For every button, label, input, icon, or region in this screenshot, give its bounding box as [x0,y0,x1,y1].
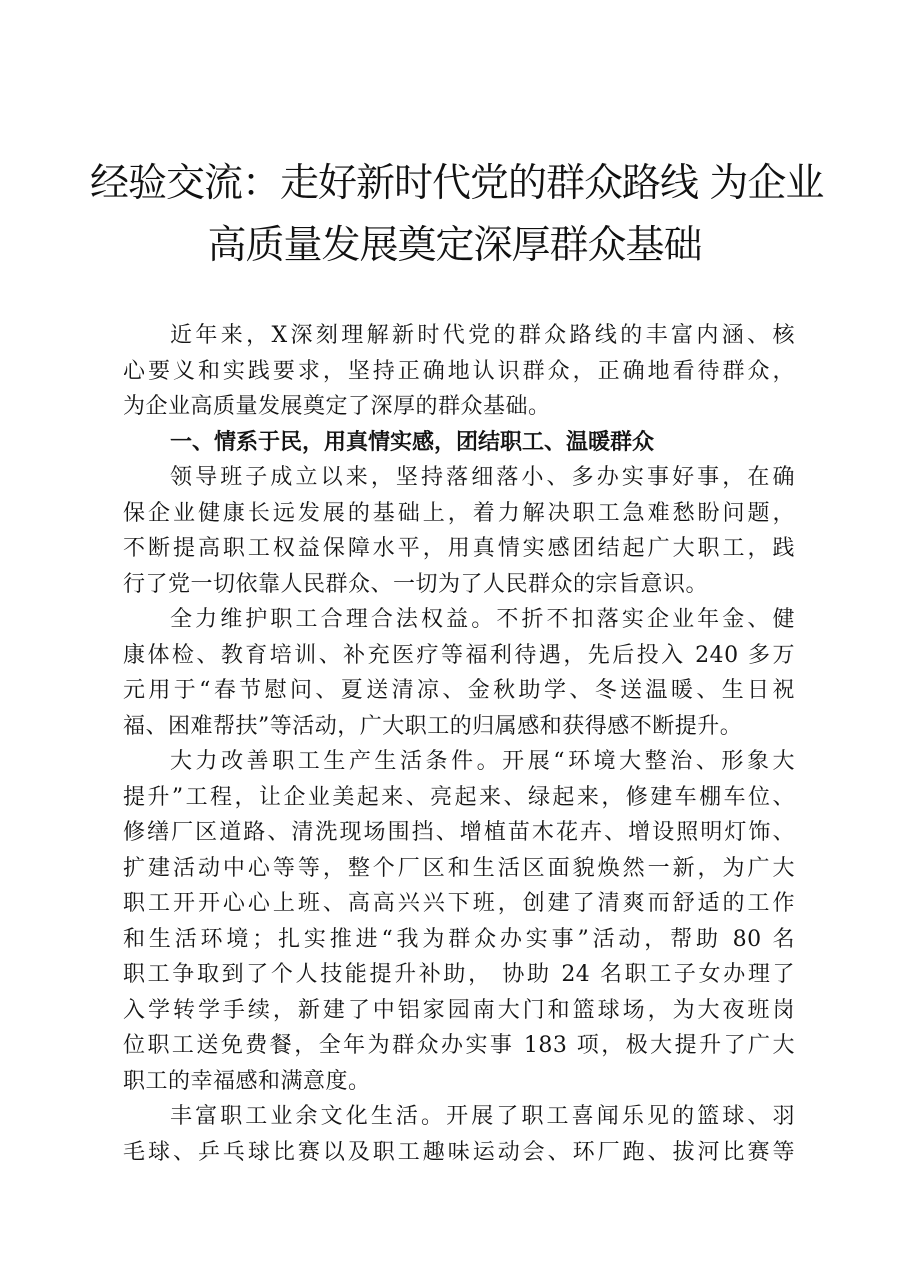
section-heading: 一、情系于民，用真情实感，团结职工、温暖群众 [170,429,655,455]
paragraph-line: 大力改善职工生产生活条件。开展“环境大整治、形象大 [170,749,795,774]
paragraph-line: 领导班子成立以来，坚持落细落小、多办实事好事，在确 [170,465,795,490]
paragraph-line: 提升”工程，让企业美起来、亮起来、绿起来，修建车棚车位、 [123,784,795,810]
paragraph-line: 保企业健康长远发展的基础上，着力解决职工急难愁盼问题， [123,500,795,526]
paragraph-line: 行了党一切依靠人民群众、一切为了人民群众的宗旨意识。 [123,571,709,597]
paragraph-line: 职工的幸福感和满意度。 [123,1068,371,1094]
paragraph-line: 不断提高职工权益保障水平，用真情实感团结起广大职工，践 [123,536,795,561]
paragraph-line: 扩建活动中心等等，整个厂区和生活区面貌焕然一新，为广大 [123,855,795,881]
paragraph-line: 心要义和实践要求，坚持正确地认识群众，正确地看待群众， [123,358,795,384]
paragraph-line: 元用于“春节慰问、夏送清凉、金秋助学、冬送温暖、生日祝 [123,678,795,703]
paragraph-line: 职工争取到了个人技能提升补助， 协助 24 名职工子女办理了 [123,962,795,987]
paragraph-line: 全力维护职工合理合法权益。不折不扣落实企业年金、健 [170,607,795,632]
paragraph-line: 康体检、教育培训、补充医疗等福利待遇，先后投入 240 多万 [123,642,795,668]
paragraph-line: 为企业高质量发展奠定了深厚的群众基础。 [123,394,551,419]
paragraph-line: 和生活环境；扎实推进“我为群众办实事”活动，帮助 80 名 [123,926,795,952]
paragraph-line: 职工开开心心上班、高高兴兴下班，创建了清爽而舒适的工作 [123,891,795,916]
paragraph-line: 近年来，X深刻理解新时代党的群众路线的丰富内涵、核 [170,323,795,348]
paragraph-line: 福、困难帮扶”等活动，广大职工的归属感和获得感不断提升。 [123,713,743,739]
paragraph-line: 修缮厂区道路、清洗现场围挡、增植苗木花卉、增设照明灯饰、 [123,820,795,845]
paragraph-line: 位职工送免费餐，全年为群众办实事 183 项，极大提升了广大 [123,1033,795,1058]
paragraph-line: 丰富职工业余文化生活。开展了职工喜闻乐见的篮球、羽 [170,1104,795,1129]
paragraph-line: 入学转学手续，新建了中铝家园南大门和篮球场，为大夜班岗 [123,997,795,1023]
paragraph-line: 毛球、乒乓球比赛以及职工趣味运动会、环厂跑、拔河比赛等 [123,1139,795,1165]
document-title-line-2: 高质量发展奠定深厚群众基础 [207,223,702,268]
document-title-line-1: 经验交流：走好新时代党的群众路线 为企业 [90,161,824,206]
